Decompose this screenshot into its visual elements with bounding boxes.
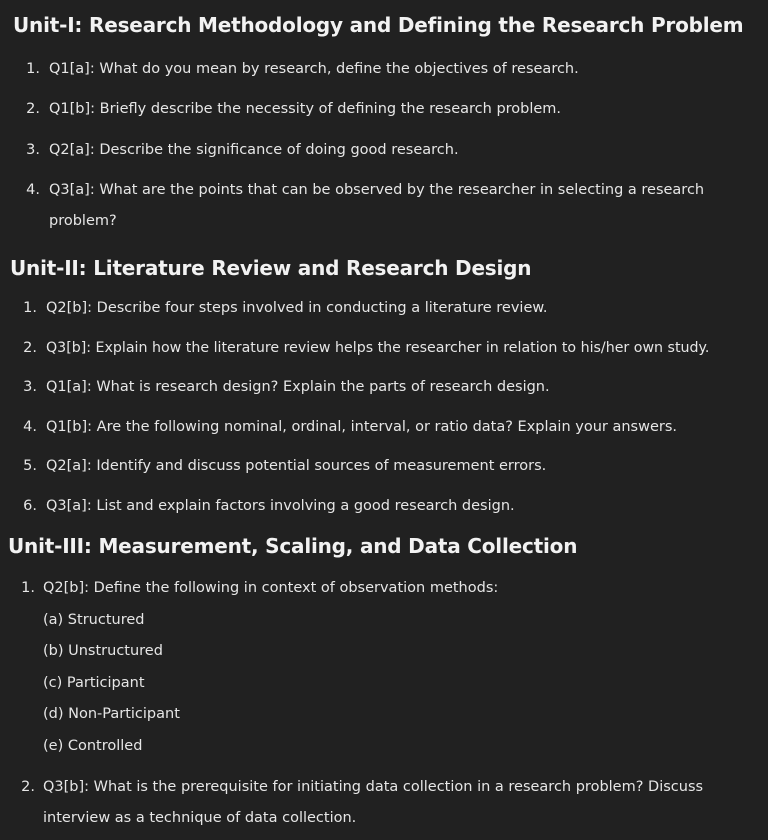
list-item-text: Q3[b]: Explain how the literature review helps the researcher in relation to his/her own study. (46, 340, 710, 356)
list-item-text: Q3[a]: List and explain factors involving a good research design. (46, 498, 515, 514)
list-number: 6. (23, 498, 37, 514)
sub-item: (d) Non-Participant (43, 706, 180, 722)
list-number: 4. (26, 182, 40, 198)
list-number: 1. (23, 300, 37, 316)
sub-item: (e) Controlled (43, 738, 143, 754)
unit-2-title: Unit-II: Literature Review and Research Design (10, 256, 532, 280)
list-item-text: Q2[a]: Identify and discuss potential sources of measurement errors. (46, 458, 547, 474)
list-item-text: Q3[b]: What is the prerequisite for initiating data collection in a research problem? Discuss (43, 779, 704, 795)
list-item-text: Q1[a]: What is research design? Explain the parts of research design. (46, 379, 550, 395)
unit-3-title: Unit-III: Measurement, Scaling, and Data Collection (8, 534, 578, 558)
list-number: 2. (21, 779, 35, 795)
list-number: 1. (26, 61, 40, 77)
list-item-continuation: interview as a technique of data collection. (43, 810, 357, 826)
list-number: 4. (23, 419, 37, 435)
list-number: 3. (23, 379, 37, 395)
list-item-text: Q1[a]: What do you mean by research, define the objectives of research. (49, 61, 579, 77)
list-number: 3. (26, 142, 40, 158)
sub-item: (c) Participant (43, 675, 145, 691)
list-number: 5. (23, 458, 37, 474)
list-item-text: Q1[b]: Briefly describe the necessity of defining the research problem. (49, 101, 562, 117)
sub-item: (b) Unstructured (43, 643, 163, 659)
list-item-text: Q2[a]: Describe the significance of doing good research. (49, 142, 459, 158)
list-item-continuation: problem? (49, 213, 117, 229)
list-number: 2. (23, 340, 37, 356)
list-number: 2. (26, 101, 40, 117)
list-item-text: Q2[b]: Describe four steps involved in conducting a literature review. (46, 300, 548, 316)
unit-1-title: Unit-I: Research Methodology and Defining the Research Problem (13, 13, 744, 37)
list-item-text: Q3[a]: What are the points that can be observed by the researcher in selecting a research (49, 182, 705, 198)
list-item-text: Q1[b]: Are the following nominal, ordinal, interval, or ratio data? Explain your answers. (46, 419, 677, 435)
sub-item: (a) Structured (43, 612, 145, 628)
list-number: 1. (21, 580, 35, 596)
list-item-text: Q2[b]: Define the following in context of observation methods: (43, 580, 499, 596)
